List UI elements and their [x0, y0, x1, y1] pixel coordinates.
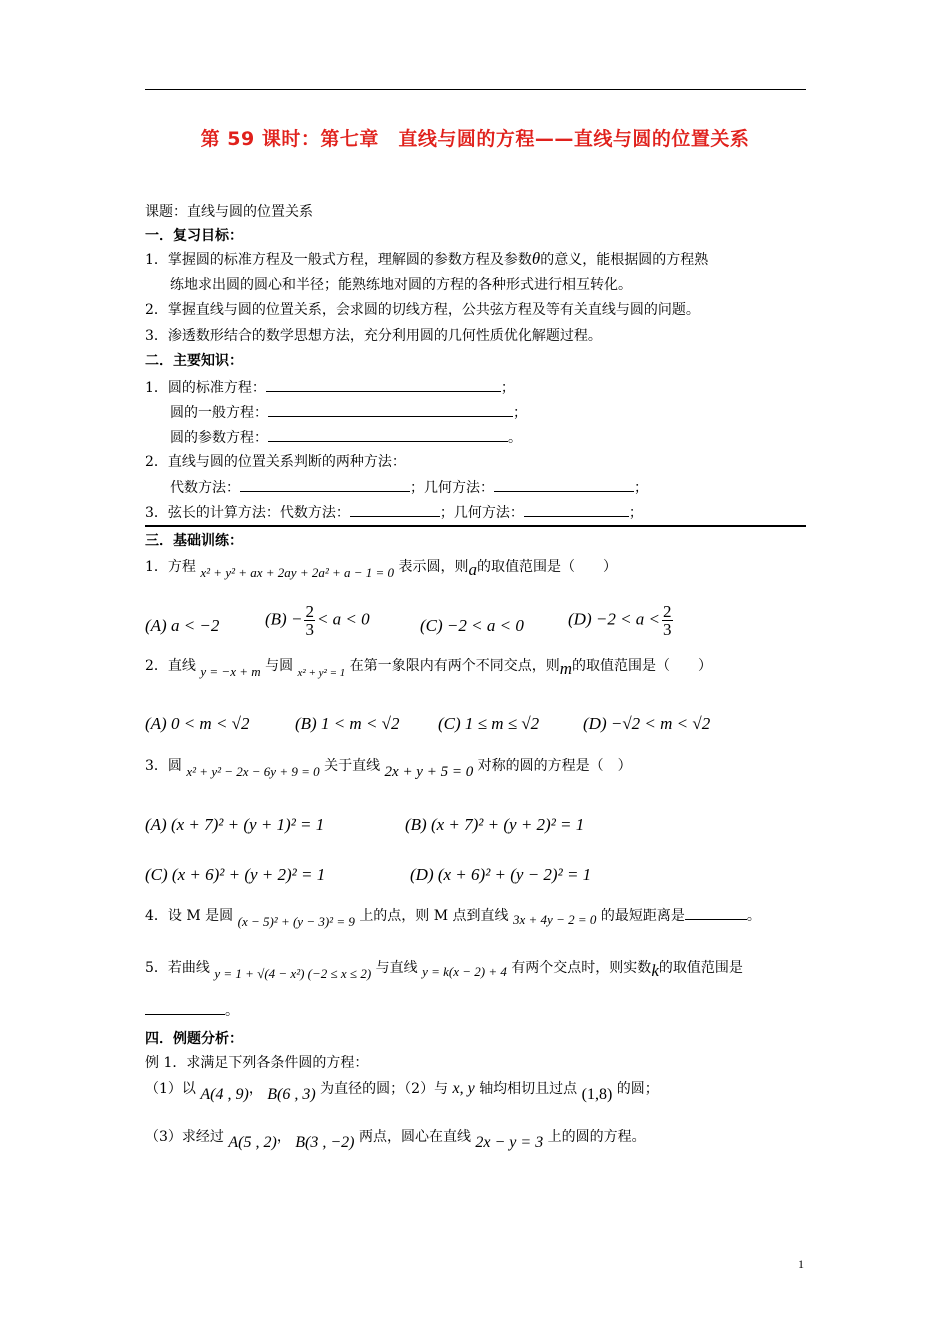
q1-equation: x² + y² + ax + 2ay + 2a² + a − 1 = 0 [200, 565, 395, 580]
q3-option-b[interactable]: (B) (x + 7)² + (y + 2)² = 1 [405, 815, 585, 834]
blank-standard-eq[interactable] [266, 378, 501, 392]
q3-option-d[interactable]: (D) (x + 6)² + (y − 2)² = 1 [410, 865, 592, 884]
blank-param-eq[interactable] [268, 428, 508, 442]
q1-option-d[interactable]: (D) −2 < a < $\frac{2}{3}$ [568, 602, 672, 639]
page-number: 1 [798, 1257, 804, 1271]
example-1-part-1-2: （1）以 A(4 , 9)， B(6 , 3) 为直径的圆；（2）与 x, y 轴均相切且过点 (1,8) 的圆； [145, 1080, 659, 1103]
goal-3: 3．渗透数形结合的数学思想方法，充分利用圆的几何性质优化解题过程。 [145, 328, 602, 344]
header-rule [145, 89, 806, 90]
q2-option-c[interactable]: (C) 1 ≤ m ≤ √2 [438, 714, 540, 733]
topic-line: 课题：直线与圆的位置关系 [145, 204, 313, 220]
question-3: 3．圆 x² + y² − 2x − 6y + 9 = 0 关于直线 2x + y + 5 = 0 对称的圆的方程是（ ） [145, 758, 632, 780]
example-1-part-3: （3）求经过 A(5 , 2)， B(3 , −2) 两点，圆心在直线 2x − y = 3 上的圆的方程。 [145, 1129, 646, 1151]
section2-heading: 二．主要知识： [145, 353, 243, 369]
knowledge-3: 圆的参数方程： 。 [170, 430, 522, 446]
section3-heading: 三．基础训练： [145, 533, 243, 549]
q5-answer-blank[interactable] [145, 1001, 225, 1015]
knowledge-4: 2．直线与圆的位置关系判断的两种方法： [145, 454, 406, 470]
knowledge-1: 1．圆的标准方程： ； [145, 380, 515, 396]
blank-general-eq[interactable] [268, 403, 513, 417]
q1-option-a[interactable]: (A) a < −2 [145, 616, 220, 635]
q1-option-c[interactable]: (C) −2 < a < 0 [420, 616, 524, 635]
question-5: 5．若曲线 y = 1 + √(4 − x²) (−2 ≤ x ≤ 2) 与直线 y = k(x − 2) + 4 有两个交点时，则实数k的取值范围是 [145, 960, 743, 981]
knowledge-2: 圆的一般方程： ； [170, 405, 527, 421]
goal-1: 1．掌握圆的标准方程及一般式方程，理解圆的参数方程及参数θ的意义，能根据圆的方程熟 [145, 249, 709, 268]
example-1: 例 1．求满足下列各条件圆的方程： [145, 1055, 369, 1071]
knowledge-6: 3．弦长的计算方法：代数方法： ；几何方法： ； [145, 505, 643, 521]
section1-heading: 一．复习目标： [145, 228, 243, 244]
section4-heading: 四．例题分析： [145, 1031, 243, 1047]
blank-algebraic[interactable] [240, 478, 410, 492]
question-2: 2．直线 y = −x + m 与圆 $_{x^2 + y^2 = 1}$ 在第一象限内有两个不同交点，则m的取值范围是（ ） [145, 658, 712, 679]
q1-d-fraction: $\frac{2}{3}$ [663, 602, 672, 639]
q1-option-b[interactable]: (B) − $\frac{2}{3}$ < a < 0 [265, 602, 370, 639]
goal-2: 2．掌握直线与圆的位置关系，会求圆的切线方程，公共弦方程及等有关直线与圆的问题。 [145, 302, 700, 318]
q1-b-fraction: $\frac{2}{3}$ [305, 602, 314, 639]
q2-option-a[interactable]: (A) 0 < m < √2 [145, 714, 250, 733]
blank-chord-algebraic[interactable] [350, 503, 440, 517]
question-1: 1．方程 x² + y² + ax + 2ay + 2a² + a − 1 = 0 表示圆，则a的取值范围是（ ） [145, 559, 618, 580]
knowledge-5: 代数方法： ；几何方法： ； [170, 480, 648, 496]
q4-answer-blank[interactable] [685, 906, 747, 920]
q3-option-c[interactable]: (C) (x + 6)² + (y + 2)² = 1 [145, 865, 326, 884]
section-divider [145, 525, 806, 527]
q2-option-d[interactable]: (D) −√2 < m < √2 [583, 714, 711, 733]
question-4: 4．设 M 是圆 (x − 5)² + (y − 3)² = 9 上的点，则 M 点到直线 3x + 4y − 2 = 0 的最短距离是 。 [145, 908, 761, 929]
blank-geometric[interactable] [494, 478, 634, 492]
q3-option-a[interactable]: (A) (x + 7)² + (y + 1)² = 1 [145, 815, 325, 834]
goal-1-cont: 练地求出圆的圆心和半径；能熟练地对圆的方程的各种形式进行相互转化。 [170, 277, 632, 293]
page-title: 第 59 课时：第七章 直线与圆的方程——直线与圆的位置关系 [200, 128, 750, 150]
q2-option-b[interactable]: (B) 1 < m < √2 [295, 714, 400, 733]
blank-chord-geometric[interactable] [524, 503, 629, 517]
question-5-cont: 。 [145, 1001, 239, 1020]
